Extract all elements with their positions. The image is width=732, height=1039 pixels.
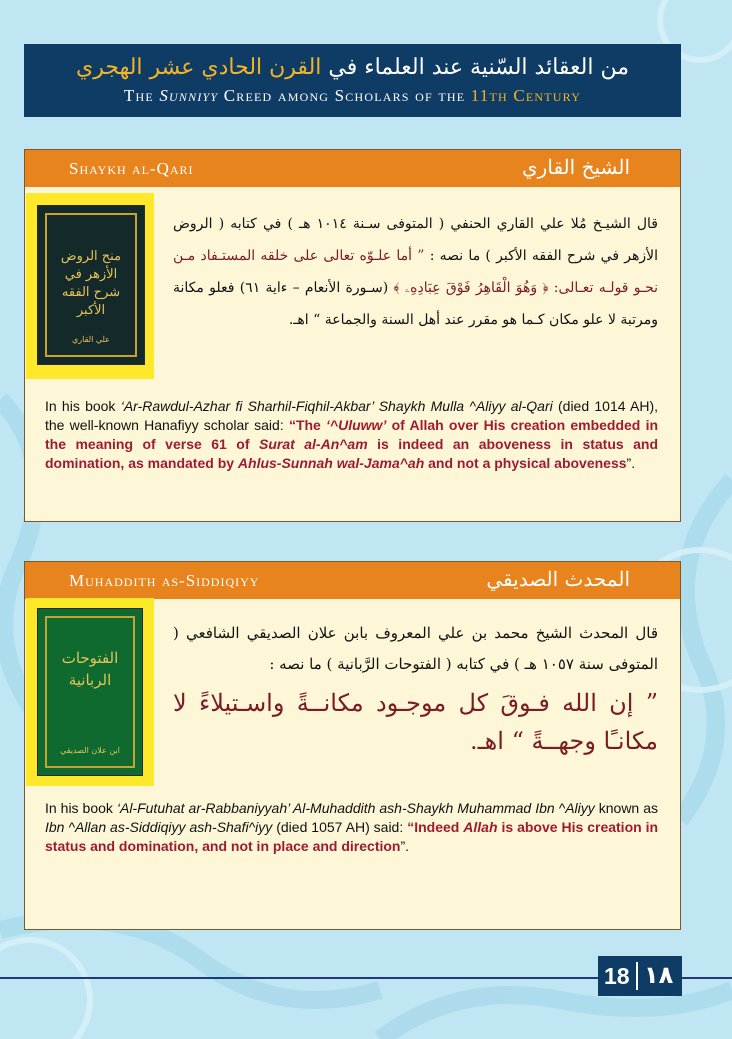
english-scholar-name: Ibn ^Allan as-Siddiqiyy ash-Shafi^iyy: [45, 819, 273, 835]
page-number-badge: [598, 956, 682, 996]
header-title-en-part2: Sunniyy: [159, 86, 219, 105]
section-header: [25, 562, 680, 599]
book-cover-image: [37, 205, 145, 365]
section-shaykh-al-qari: [24, 149, 681, 522]
page-number-separator: [636, 962, 638, 990]
quote-text: is above His creation in status and domination, and not in place and direction: [45, 819, 659, 854]
quote-text: “The: [288, 417, 321, 433]
quote-term: Ahlus-Sunnah wal-Jama^ah: [237, 455, 425, 471]
book-cover-author: علي القاري: [72, 335, 110, 344]
english-text: In his book: [45, 800, 113, 816]
header-title-ar-highlight: القرن الحادي عشر الهجري: [76, 55, 322, 80]
english-book-title: ‘Ar-Rawdul-Azhar fi Sharhil-Fiqhil-Akbar’ Shaykh Mulla ^Aliyy al-Qari: [120, 398, 553, 414]
header-title-arabic: [24, 54, 681, 82]
english-paragraph: [45, 397, 658, 473]
arabic-intro: قال المحدث الشيخ محمد بن علي المعروف بابن علان الصديقي الشافعي ( المتوفى سنة ١٠٥٧ هـ ) في كتابه ( الفتوحات الرَّبانية ) ما نصه :: [173, 624, 658, 673]
section-title-ar: الشيخ القاري: [522, 155, 630, 179]
section-title-en: Muhaddith as-Siddiqiyy: [69, 571, 260, 590]
english-paragraph: [45, 799, 658, 856]
book-cover-title: منح الروض الأزهر في شرح الفقه الأكبر: [60, 249, 122, 318]
section-title-ar: المحدث الصديقي: [486, 567, 630, 591]
arabic-quote-part1: ” أما علـوّه تعالى على خلقه المستـفاد مـن نحـو قولـه تعـالى: ﴿ وَهُوَ الْقَاهِرُ فَوْقَ عِبَادِهِۦ ﴾: [173, 248, 659, 296]
page-number-en: 18: [604, 963, 630, 989]
book-cover-author: ابن علان الصديقي: [60, 746, 120, 755]
arabic-paragraph: [173, 618, 658, 760]
quote-text: of Allah over His creation embedded in the meaning of verse 61 of: [45, 417, 659, 452]
arabic-paragraph: [173, 208, 658, 336]
book-cover-title: الفتوحات الربانية: [61, 649, 119, 689]
quote-end: ”.: [400, 838, 410, 854]
header-title-en-part1: The: [123, 86, 154, 105]
section-header: [25, 150, 680, 187]
english-text: (died 1057 AH) said:: [276, 819, 404, 835]
page-header: [24, 44, 681, 117]
quote-text: “Indeed: [407, 819, 460, 835]
section-title-en: Shaykh al-Qari: [69, 159, 194, 178]
quote-term: Surat al-An^am: [259, 436, 368, 452]
arabic-quote-part2: (سـورة الأنعام – ءاية ٦١) فعلو مكانة ومرتبة لا علو مكان كـما هو مقرر عند أهل السنة والجماعة “ اهـ.: [173, 280, 658, 328]
english-book-title: ‘Al-Futuhat ar-Rabbaniyyah’ Al-Muhaddith ash-Shaykh Muhammad Ibn ^Aliyy: [116, 800, 595, 816]
page-number-ar: ١٨: [644, 961, 674, 989]
english-text: In his book: [45, 398, 116, 414]
quote-text: is indeed an aboveness in status and domination, as mandated by: [45, 436, 659, 471]
english-text: known as: [598, 800, 658, 816]
book-cover-image: [37, 608, 143, 776]
quote-end: ”.: [626, 455, 636, 471]
header-title-en-highlight: 11th Century: [470, 86, 582, 105]
arabic-intro: قال الشيـخ مُلا علي القاري الحنفي ( المتوفى سـنة ١٠١٤ هـ ) في كتابه ( الروض الأزهر في شرح الفقه الأكبر ) ما نصه :: [173, 216, 658, 264]
section-muhaddith-as-siddiqiyy: [24, 561, 681, 930]
english-text: (died 1014 AH), the well-known Hanafiyy scholar said:: [45, 398, 659, 433]
arabic-quote: ” إن الله فـوقَ كل موجـود مكانــةً واسـتيلاءً لا مكانـًا وجهــةً “ اهـ.: [173, 689, 658, 755]
quote-term: ‘^Uluww’: [326, 417, 387, 433]
header-title-english: [24, 86, 681, 106]
quote-term: Allah: [463, 819, 498, 835]
header-title-en-part3: Creed among Scholars of the: [223, 86, 466, 105]
header-title-ar-part1: من العقائد السّنية عند العلماء في: [328, 55, 629, 80]
quote-text: and not a physical aboveness: [428, 455, 627, 471]
book-image-frame: [26, 598, 154, 786]
book-image-frame: [26, 193, 154, 379]
